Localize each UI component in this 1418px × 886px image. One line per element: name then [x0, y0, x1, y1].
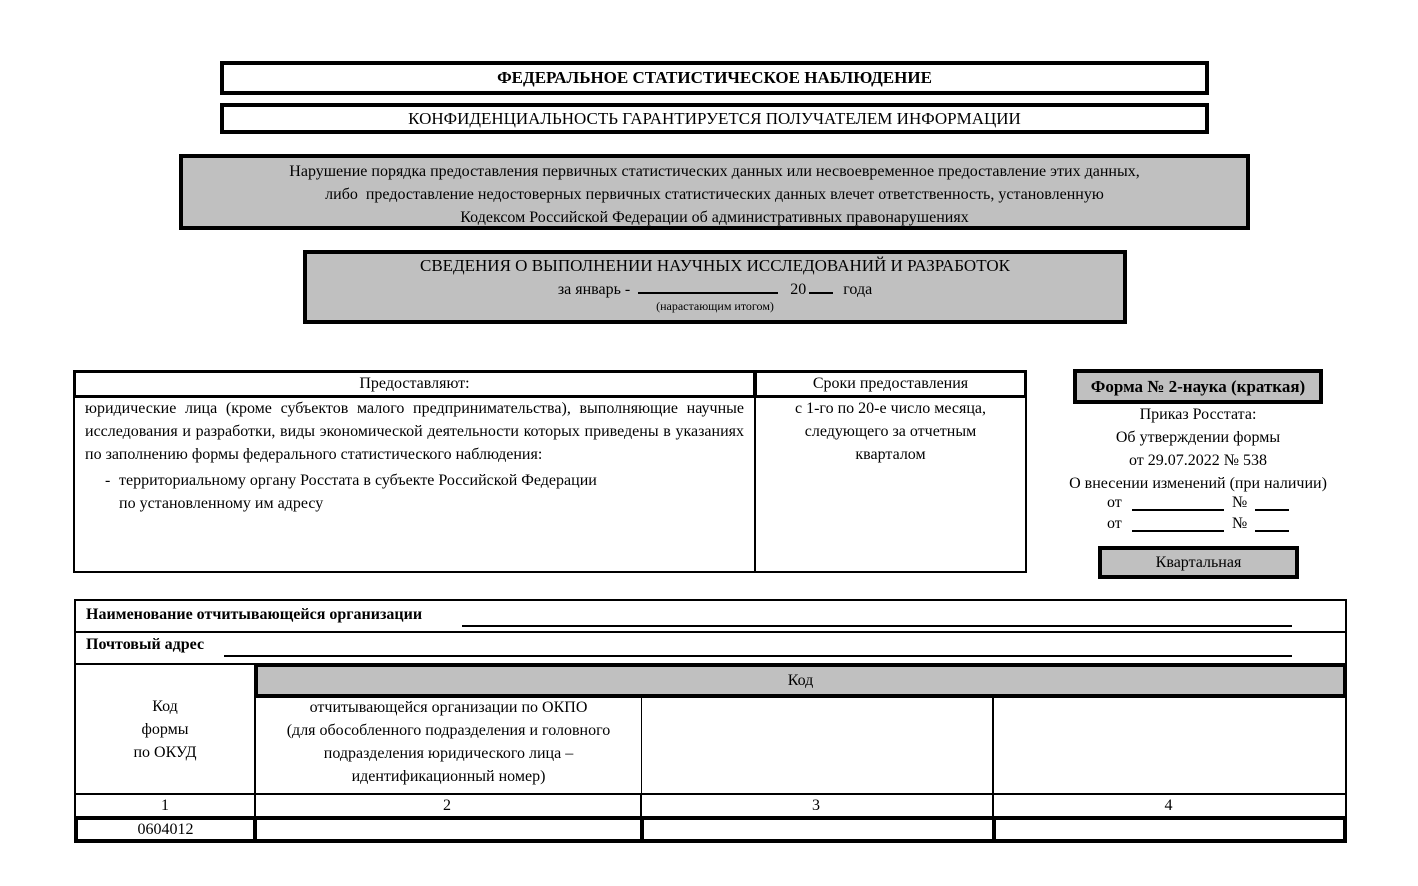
order-line: Приказ Росстата: — [1139, 406, 1257, 423]
report-period-line — [307, 277, 1123, 299]
column3-header-cell — [641, 696, 994, 794]
cumulative-note: (нарастающим итогом) — [656, 299, 774, 313]
column3-code-field[interactable] — [640, 816, 996, 843]
amendment-row — [1107, 494, 1297, 516]
amendment-date-field[interactable] — [1132, 509, 1224, 511]
organization-name-field[interactable] — [462, 625, 1292, 627]
period-prefix: за январь - — [557, 281, 631, 298]
okpo-header-line: идентификационный номер) — [351, 768, 546, 785]
bullet-line: территориальному органу Росстата в субъекте Российской Федерации — [119, 472, 597, 489]
year-suffix: года — [843, 281, 873, 298]
column-number: 3 — [640, 793, 994, 818]
okpo-header-line: отчитывающейся организации по ОКПО — [309, 699, 588, 716]
report-title: СВЕДЕНИЯ О ВЫПОЛНЕНИИ НАУЧНЫХ ИССЛЕДОВАНИЙ И РАЗРАБОТОК — [419, 256, 1010, 275]
okud-header-line: Код — [152, 698, 178, 715]
amendment-from-label: от — [1107, 515, 1122, 532]
okud-code-value: 0604012 — [74, 816, 257, 843]
postal-address-field[interactable] — [224, 655, 1292, 657]
form-number: Форма № 2-наука (краткая) — [1090, 377, 1306, 396]
providers-bullet — [85, 469, 744, 515]
order-line: от 29.07.2022 № 538 — [1128, 452, 1268, 469]
deadlines-header — [754, 370, 1027, 398]
okpo-header-cell — [254, 696, 642, 794]
code-group-header — [254, 663, 1347, 698]
code-group-header-text: Код — [787, 672, 814, 689]
form-number-box — [1073, 369, 1323, 404]
postal-address-row — [74, 631, 1347, 665]
deadline-line: кварталом — [855, 446, 926, 463]
survey-type-header — [220, 61, 1209, 95]
amendment-number-field[interactable] — [1255, 530, 1289, 532]
amendment-row — [1107, 515, 1297, 537]
providers-body — [73, 397, 756, 573]
deadlines-body — [754, 397, 1027, 573]
confidentiality-text: КОНФИДЕНЦИАЛЬНОСТЬ ГАРАНТИРУЕТСЯ ПОЛУЧАТЕЛЕМ ИНФОРМАЦИИ — [408, 109, 1021, 128]
okpo-header-line: (для обособленного подразделения и головного — [286, 722, 611, 739]
organization-name-label: Наименование отчитывающейся организации — [86, 606, 423, 623]
order-line: О внесении изменений (при наличии) — [1069, 475, 1327, 492]
deadline-line: следующего за отчетным — [804, 423, 977, 440]
bullet-line: по установленному им адресу — [119, 495, 324, 512]
okpo-code-field[interactable] — [253, 816, 644, 843]
confidentiality-header — [220, 103, 1209, 134]
warning-line: Кодексом Российской Федерации об административных правонарушениях — [460, 209, 969, 226]
column-number: 1 — [74, 793, 256, 818]
column4-header-cell — [993, 696, 1347, 794]
order-info — [1048, 403, 1348, 495]
providers-text: юридические лица (кроме субъектов малого предпринимательства), выполняющие научные исследования и разработки, виды экономической деятельности которых приведены в указаниях по заполнению формы федерального статистического наблюдения: — [85, 400, 744, 463]
bullet-marker: - — [105, 472, 111, 489]
column-number: 2 — [254, 793, 642, 818]
periodicity-box — [1098, 546, 1299, 579]
year-prefix: 20 — [790, 281, 807, 298]
okud-header-cell — [74, 663, 256, 794]
warning-line: либо предоставление недостоверных первичных статистических данных влечет ответственность, установленную — [325, 186, 1104, 203]
amendment-number-field[interactable] — [1255, 509, 1289, 511]
providers-header-text: Предоставляют: — [359, 375, 470, 392]
period-field[interactable] — [638, 277, 778, 294]
amendment-number-label: № — [1232, 515, 1248, 532]
year-field[interactable] — [809, 277, 833, 294]
amendment-number-label: № — [1232, 494, 1248, 511]
order-line: Об утверждении формы — [1115, 429, 1281, 446]
postal-address-label: Почтовый адрес — [86, 636, 205, 653]
warning-line: Нарушение порядка предоставления первичных статистических данных или несвоевременное предоставление этих данных, — [289, 163, 1140, 180]
organization-name-row — [74, 599, 1347, 633]
okud-header-line: по ОКУД — [133, 744, 197, 761]
periodicity-text: Квартальная — [1155, 554, 1242, 571]
deadlines-header-text: Сроки предоставления — [812, 375, 969, 392]
report-title-box — [303, 250, 1127, 324]
legal-warning-box — [179, 154, 1250, 230]
providers-header — [73, 370, 756, 398]
okpo-header-line: подразделения юридического лица – — [323, 745, 574, 762]
column-number: 4 — [992, 793, 1347, 818]
column4-code-field[interactable] — [992, 816, 1347, 843]
amendment-date-field[interactable] — [1132, 530, 1224, 532]
deadline-line: с 1-го по 20-е число месяца, — [794, 400, 987, 417]
survey-type-text: ФЕДЕРАЛЬНОЕ СТАТИСТИЧЕСКОЕ НАБЛЮДЕНИЕ — [497, 68, 932, 87]
okud-header-line: формы — [141, 721, 189, 738]
amendment-from-label: от — [1107, 494, 1122, 511]
